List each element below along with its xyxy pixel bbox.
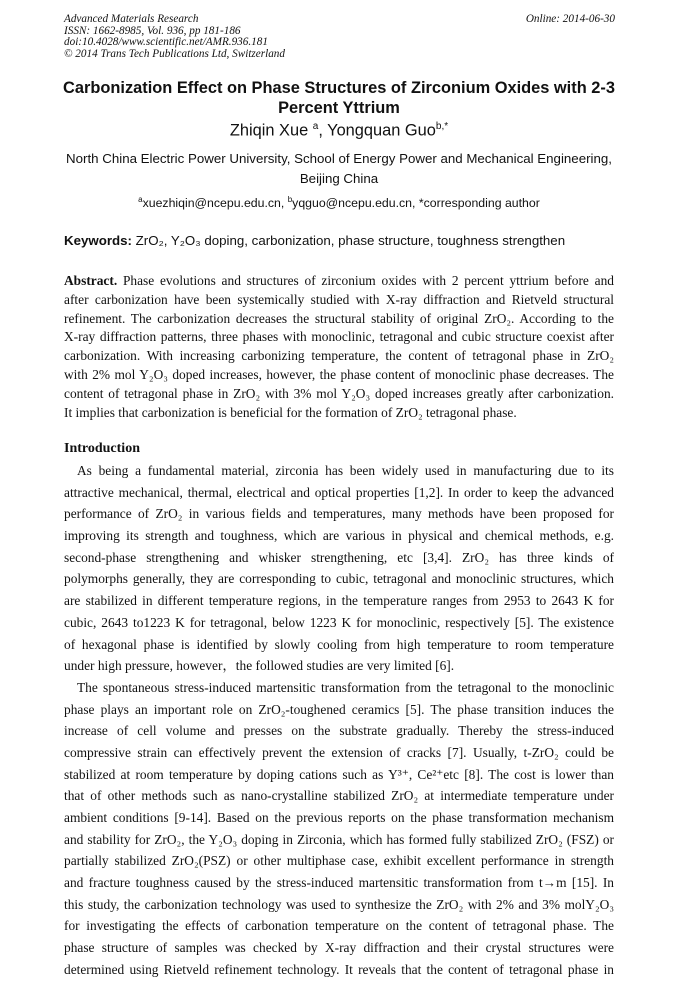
abstract-line: It implies that carbonization is beneficial for the formation of ZrO₂ tetragonal phase. xyxy=(64,404,517,420)
author: Yongquan Guo xyxy=(327,121,436,140)
intro-line: polymorphs generally, they are corresponding to cubic, tetragonal and monoclinic structures, which xyxy=(64,571,614,587)
section-heading: Introduction xyxy=(64,441,140,456)
author-sep: , xyxy=(318,121,328,140)
intro-line: ambient conditions [9-14]. Based on the previous reports on the phase transformation mechanism xyxy=(64,810,614,825)
intro-line: compressive strain can effectively prevent the extension of cracks [7]. Usually, t-ZrO₂ could be xyxy=(64,744,614,760)
email: xuezhiqin@ncepu.edu.cn, xyxy=(142,196,288,211)
intro-line: and fracture toughness caused by the stress-induced martensitic transformation from t→m [15]. In xyxy=(64,875,614,891)
doi: doi:10.4028/www.scientific.net/AMR.936.181 xyxy=(64,36,268,49)
intro-line: of hexagonal phase is identified by slowly cooling from high temperature to room temperature xyxy=(64,636,614,652)
intro-line: phase plays an important role on ZrO₂-toughened ceramics [5]. The phase transition induces the xyxy=(64,701,614,717)
authors xyxy=(0,121,678,140)
abstract-text: Phase evolutions and structures of zirconium oxides with 2 percent yttrium before and xyxy=(117,273,614,288)
intro-line: cubic, 2643 to1223 K for tetragonal, below 1223 K for monoclinic, respectively [5]. The existence xyxy=(64,614,614,630)
abstract-line xyxy=(64,272,614,291)
abstract xyxy=(64,272,614,422)
affiliation-line: Beijing China xyxy=(299,171,379,186)
abstract-line: with 2% mol Y₂O₃ doped increases, however, the phase content of monoclinic phase decreases. The xyxy=(64,366,614,382)
emails xyxy=(0,195,678,210)
author: Zhiqin Xue xyxy=(229,121,309,140)
intro-line: partially stabilized ZrO₂(PSZ) or other multiphase case, exhibit excellent performance in strength xyxy=(64,853,614,869)
paper-title xyxy=(40,78,638,118)
abstract-line: content of tetragonal phase in ZrO₂ with 3% mol Y₂O₃ doped increases greatly after carbonization. xyxy=(64,385,614,401)
intro-line: under high pressure, however，the followed studies are very limited [6]. xyxy=(64,658,455,674)
intro-line: attractive mechanical, thermal, electrical and optical properties [1,2]. In order to keep the advanced xyxy=(64,484,614,500)
issn: ISSN: 1662-8985, Vol. 936, pp 181-186 xyxy=(64,24,241,37)
intro-line: this study, the carbonization technology was used to synthesize the ZrO₂ with 2% and 3% molY₂O₃ xyxy=(64,896,614,912)
author-sup: a xyxy=(312,121,319,132)
online-date: Online: 2014-06-30 xyxy=(525,13,615,25)
email: yqguo@ncepu.edu.cn, *corresponding author xyxy=(292,196,540,211)
intro-line: performance of ZrO₂ in various fields and temperatures, many methods have been proposed for xyxy=(64,506,614,522)
intro-line: As being a fundamental material, zirconia has been widely used in manufacturing due to its xyxy=(77,463,614,478)
intro-line: phase structure of samples was checked by X-ray diffraction and their crystal structures were xyxy=(64,940,614,956)
keywords xyxy=(64,233,565,248)
journal-name: Advanced Materials Research xyxy=(64,13,199,25)
keywords-label: Keywords: xyxy=(64,233,132,248)
author-sup: b,* xyxy=(435,121,449,132)
journal-header xyxy=(64,14,285,61)
affiliation xyxy=(0,149,678,189)
abstract-line: X-ray diffraction patterns, three phases with monoclinic, tetragonal and cubic structure coexist after xyxy=(64,329,614,345)
abstract-line: carbonization. With increasing carbonizing temperature, the content of tetragonal phase in ZrO₂ xyxy=(64,348,614,364)
intro-line: and stability for ZrO₂, the Y₂O₃ doping in Zirconia, which has formed fully stabilized ZrO₂ (FSZ) or xyxy=(64,831,614,847)
intro-line: for investigating the effects of carbonation temperature on the content of tetragonal phase. The xyxy=(64,918,614,934)
intro-line: stabilized at room temperature by doping cations such as Y³⁺, Ce²⁺etc [8]. The cost is lower than xyxy=(64,766,614,782)
email-sup: a xyxy=(138,195,143,204)
email-sup: b xyxy=(287,195,293,204)
intro-line: that of other methods such as nano-crystalline stabilized ZrO₂ at intermediate temperature under xyxy=(64,788,614,804)
intro-line: The spontaneous stress-induced martensitic transformation from the tetragonal to the monoclinic xyxy=(77,679,614,695)
intro-line: second-phase strengthening and whisker strengthening, etc [3,4]. ZrO₂ has three kinds of xyxy=(64,549,614,565)
intro-line: determined using Rietveld refinement technology. It reveals that the content of tetragonal phase in xyxy=(64,961,614,977)
title-line: Carbonization Effect on Phase Structures of Zirconium Oxides with 2-3 xyxy=(63,79,615,97)
abstract-line: refinement. The carbonization decreases the structural stability of original ZrO₂. According to the xyxy=(64,310,614,326)
intro-line: increase of cell volume and presses on the substrate gradually. Thereby the stress-induced xyxy=(64,723,614,739)
affiliation-line: North China Electric Power University, School of Energy Power and Mechanical Engineering, xyxy=(66,151,612,166)
introduction-body xyxy=(64,460,614,981)
title-line: Percent Yttrium xyxy=(278,99,400,117)
keywords-text: ZrO₂, Y₂O₃ doping, carbonization, phase structure, toughness strengthen xyxy=(131,233,566,248)
abstract-line: after carbonization have been systemically studied with X-ray diffraction and Rietveld structural xyxy=(64,291,614,307)
intro-line: improving its strength and toughness, which are various in physical and chemical methods, e.g. xyxy=(64,528,614,544)
copyright: © 2014 Trans Tech Publications Ltd, Switzerland xyxy=(64,48,285,61)
abstract-label: Abstract. xyxy=(64,273,118,288)
intro-line: are stabilized in different temperature regions, in the temperature ranges from 2953 to 2643 K for xyxy=(64,593,614,609)
